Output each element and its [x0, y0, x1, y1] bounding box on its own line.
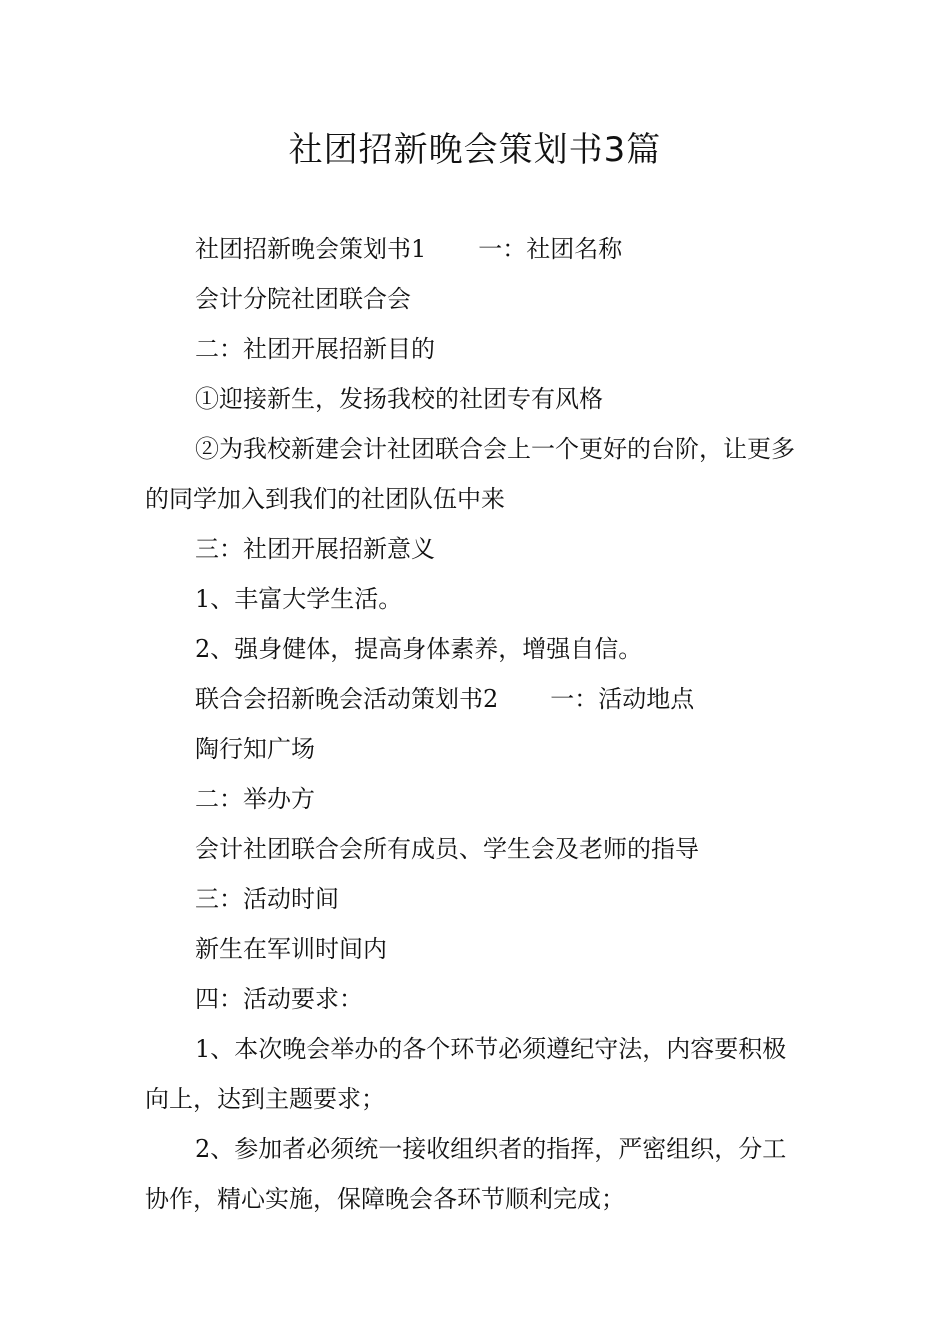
- paragraph: ②为我校新建会计社团联合会上一个更好的台阶，让更多的同学加入到我们的社团队伍中来: [145, 435, 795, 513]
- paragraph-text: 社团招新晚会策划书1: [195, 235, 427, 263]
- paragraph: 1、本次晚会举办的各个环节必须遵纪守法，内容要积极向上，达到主题要求；: [145, 1035, 787, 1113]
- paragraph: [145, 224, 810, 274]
- paragraph: 新生在军训时间内: [195, 935, 387, 963]
- paragraph-text: 一：活动地点: [550, 685, 695, 713]
- paragraph: 四：活动要求：: [195, 985, 363, 1013]
- paragraph: 会计社团联合会所有成员、学生会及老师的指导: [195, 835, 699, 863]
- document-title: 社团招新晚会策划书3篇: [288, 130, 662, 170]
- paragraph: ①迎接新生，发扬我校的社团专有风格: [195, 385, 603, 413]
- paragraph: 三：活动时间: [195, 885, 339, 913]
- paragraph: 二：举办方: [195, 785, 315, 813]
- paragraph: [145, 674, 810, 724]
- paragraph-text: 联合会招新晚会活动策划书2: [195, 685, 499, 713]
- paragraph: 1、丰富大学生活。: [195, 585, 403, 613]
- paragraph: 三：社团开展招新意义: [195, 535, 435, 563]
- paragraph: 会计分院社团联合会: [195, 285, 411, 313]
- paragraph: 2、强身健体，提高身体素养，增强自信。: [195, 635, 643, 663]
- paragraph: 二：社团开展招新目的: [195, 335, 435, 363]
- paragraph: 陶行知广场: [195, 735, 315, 763]
- document-body: [145, 224, 810, 1224]
- paragraph: 2、参加者必须统一接收组织者的指挥，严密组织，分工协作，精心实施，保障晚会各环节顺利完成；: [145, 1135, 787, 1213]
- paragraph-text: 一：社团名称: [478, 235, 623, 263]
